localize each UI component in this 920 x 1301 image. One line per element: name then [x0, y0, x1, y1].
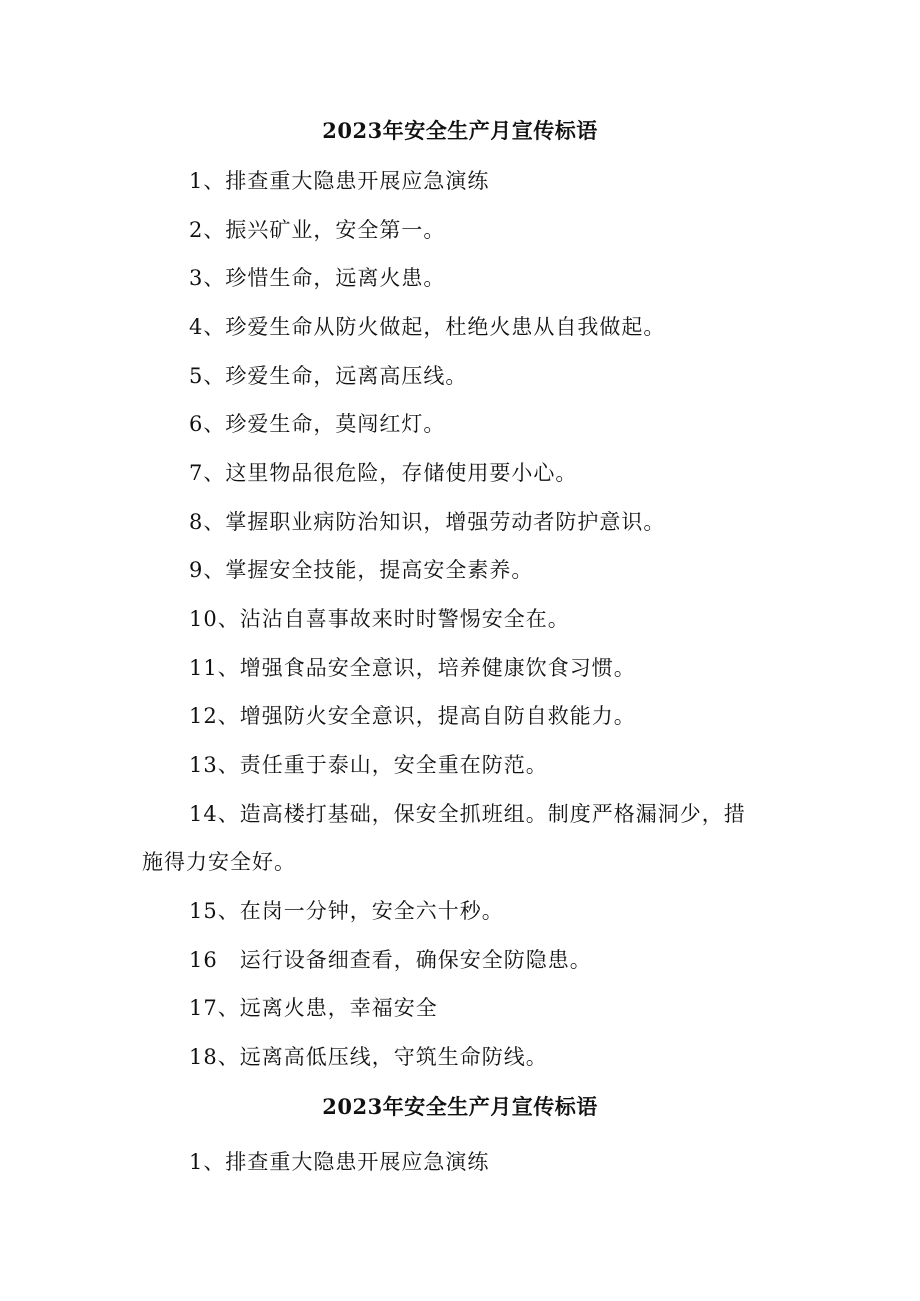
- slogan-item: 8、掌握职业病防治知识，增强劳动者防护意识。: [189, 510, 666, 534]
- slogan-item: 1、排查重大隐患开展应急演练: [189, 1150, 490, 1174]
- slogan-item: 6、珍爱生命，莫闯红灯。: [189, 412, 446, 436]
- slogan-item: 2、振兴矿业，安全第一。: [189, 218, 446, 242]
- document-title: 2023年安全生产月宣传标语: [322, 1094, 598, 1119]
- document-title: 2023年安全生产月宣传标语: [322, 118, 598, 143]
- slogan-item: 12、增强防火安全意识，提高自防自救能力。: [189, 704, 636, 728]
- slogan-item: 17、远离火患，幸福安全: [189, 996, 438, 1020]
- slogan-item: 7、这里物品很危险，存储使用要小心。: [189, 461, 578, 485]
- slogan-item: 15、在岗一分钟，安全六十秒。: [189, 899, 504, 923]
- slogan-item: 3、珍惜生命，远离火患。: [189, 266, 446, 290]
- slogan-item: 5、珍爱生命，远离高压线。: [189, 364, 468, 388]
- slogan-item: 14、造高楼打基础，保安全抓班组。制度严格漏洞少，措: [189, 802, 746, 826]
- slogan-item: 1、排查重大隐患开展应急演练: [189, 169, 490, 193]
- slogan-item: 16 运行设备细查看，确保安全防隐患。: [189, 948, 592, 972]
- slogan-item: 13、责任重于泰山，安全重在防范。: [189, 753, 548, 777]
- slogan-item-continuation: 施得力安全好。: [142, 850, 296, 874]
- slogan-item: 11、增强食品安全意识，培养健康饮食习惯。: [189, 656, 636, 680]
- slogan-item: 9、掌握安全技能，提高安全素养。: [189, 558, 534, 582]
- slogan-item: 4、珍爱生命从防火做起，杜绝火患从自我做起。: [189, 315, 666, 339]
- slogan-item: 18、远离高低压线，守筑生命防线。: [189, 1045, 548, 1069]
- slogan-item: 10、沾沾自喜事故来时时警惕安全在。: [189, 607, 570, 631]
